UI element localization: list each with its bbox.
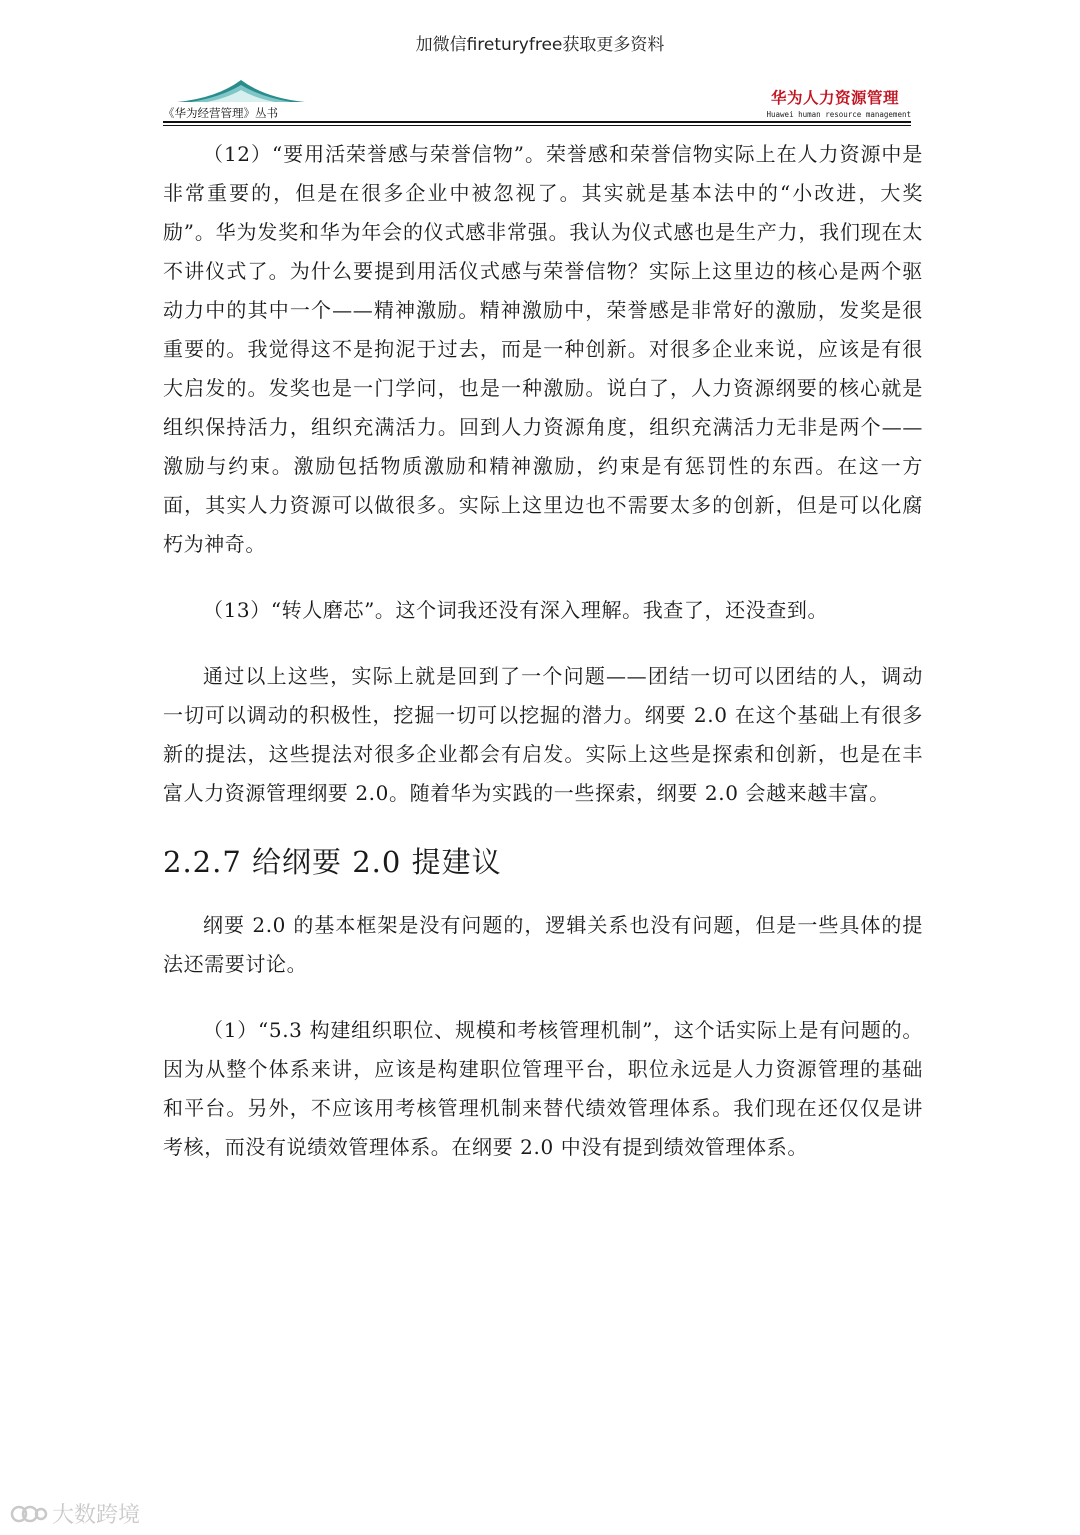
brand-title: 华为人力资源管理 (770, 89, 899, 107)
header-rule (163, 121, 911, 123)
mountain-logo-icon (177, 76, 305, 104)
dashuju-logo-icon (10, 1501, 48, 1527)
top-banner: 加微信fireturyfree获取更多资料 (415, 35, 665, 55)
paragraph: （1）“5.3 构建组织职位、规模和考核管理机制”，这个话实际上是有问题的。因为从整个体系来讲，应该是构建职位管理平台，职位永远是人力资源管理的基础和平台。另外，不应该用考核管理机制来替代绩效管理体系。我们现在还仅仅是讲考核，而没有说绩效管理体系。在纲要 2.0 中没有提到绩效管理体系。 (163, 1018, 923, 1159)
paragraph: 通过以上这些，实际上就是回到了一个问题——团结一切可以团结的人，调动一切可以调动的积极性，挖掘一切可以挖掘的潜力。纲要 2.0 在这个基础上有很多新的提法，这些提法对很多企业都会有启发。实际上这些是探索和创新，也是在丰富人力资源管理纲要 2.0。随着华为实践的一些探索，纲要 2.0 会越来越丰富。 (163, 664, 923, 805)
header-rule-thin (163, 125, 911, 126)
watermark-text: 大数跨境 (52, 1503, 141, 1528)
paragraph: （13）“转人磨芯”。这个词我还没有深入理解。我查了，还没查到。 (203, 598, 829, 622)
brand-subtitle: Huawei human resource management (766, 110, 911, 119)
paragraph: 纲要 2.0 的基本框架是没有问题的，逻辑关系也没有问题，但是一些具体的提法还需要讨论。 (163, 913, 923, 976)
page-content (163, 135, 923, 1167)
watermark (10, 1498, 140, 1529)
paragraph: （12）“要用活荣誉感与荣誉信物”。荣誉感和荣誉信物实际上在人力资源中是非常重要的，但是在很多企业中被忽视了。其实就是基本法中的“小改进，大奖励”。华为发奖和华为年会的仪式感非常强。我认为仪式感也是生产力，我们现在太不讲仪式了。为什么要提到用活仪式感与荣誉信物？实际上这里边的核心是两个驱动力中的其中一个——精神激励。精神激励中，荣誉感是非常好的激励，发奖是很重要的。我觉得这不是拘泥于过去，而是一种创新。对很多企业来说，应该是有很大启发的。发奖也是一门学问，也是一种激励。说白了，人力资源纲要的核心就是组织保持活力，组织充满活力。回到人力资源角度，组织充满活力无非是两个——激励与约束。激励包括物质激励和精神激励，约束是有惩罚性的东西。在这一方面，其实人力资源可以做很多。实际上这里边也不需要太多的创新，但是可以化腐朽为神奇。 (163, 142, 923, 556)
series-label: 《华为经营管理》丛书 (163, 106, 278, 120)
section-heading: 2.2.7 给纲要 2.0 提建议 (163, 845, 502, 879)
page-header (163, 76, 911, 124)
